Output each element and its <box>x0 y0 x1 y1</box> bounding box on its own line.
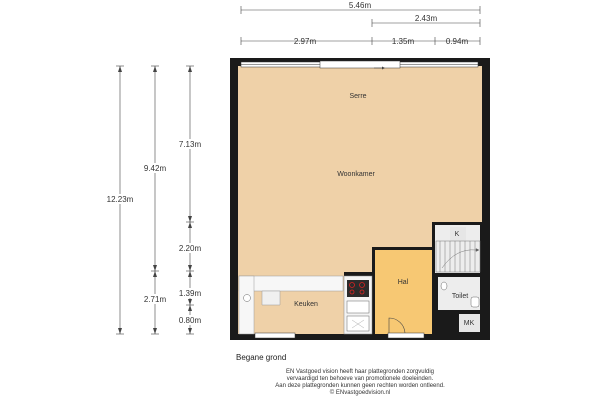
toilet-bowl-icon <box>441 282 447 290</box>
kitchen-appliances <box>344 276 372 334</box>
dim-height-b: 2.71m <box>143 295 167 304</box>
room-label-toilet: Toilet <box>451 293 469 300</box>
dim-right-width: 2.43m <box>414 14 438 23</box>
room-label-k: K <box>454 231 460 238</box>
room-label-hal: Hal <box>397 279 409 286</box>
room-label-serre: Serre <box>349 93 367 100</box>
top-dimensions <box>241 6 480 45</box>
kitchen-window <box>255 333 295 338</box>
disclaimer-line-1: EN Vastgoed vision heeft haar plattegronden zorgvuldig <box>286 369 434 375</box>
dim-small-width: 0.94m <box>445 37 469 46</box>
dim-height-a: 9.42m <box>143 164 167 173</box>
dim-left-width: 2.97m <box>293 37 317 46</box>
dim-height-f: 0.80m <box>178 316 202 325</box>
hal-floor <box>375 250 432 334</box>
dim-total-width: 5.46m <box>348 1 372 10</box>
disclaimer-line-2: vervaardigd ten behoeve van promotionele doeleinden. <box>286 376 434 382</box>
dim-height-e: 1.39m <box>178 289 202 298</box>
washbasin-icon <box>471 297 479 307</box>
disclaimer-line-3: Aan deze plattegronden kunnen geen rechten worden ontleend. <box>275 383 445 389</box>
floor-name: Begane grond <box>236 353 287 362</box>
dim-height-d: 2.20m <box>178 244 202 253</box>
room-label-keuken: Keuken <box>294 301 318 308</box>
dim-height-c: 7.13m <box>178 140 202 149</box>
dim-mid-width: 1.35m <box>391 37 415 46</box>
sink-icon <box>244 295 251 302</box>
room-label-mk: MK <box>463 320 475 327</box>
disclaimer-line-4: © ENvastgoedvision.nl <box>329 390 391 396</box>
dim-total-height: 12.23m <box>106 195 134 204</box>
hob-icon <box>347 280 369 297</box>
room-label-woonkamer: Woonkamer <box>337 171 375 178</box>
